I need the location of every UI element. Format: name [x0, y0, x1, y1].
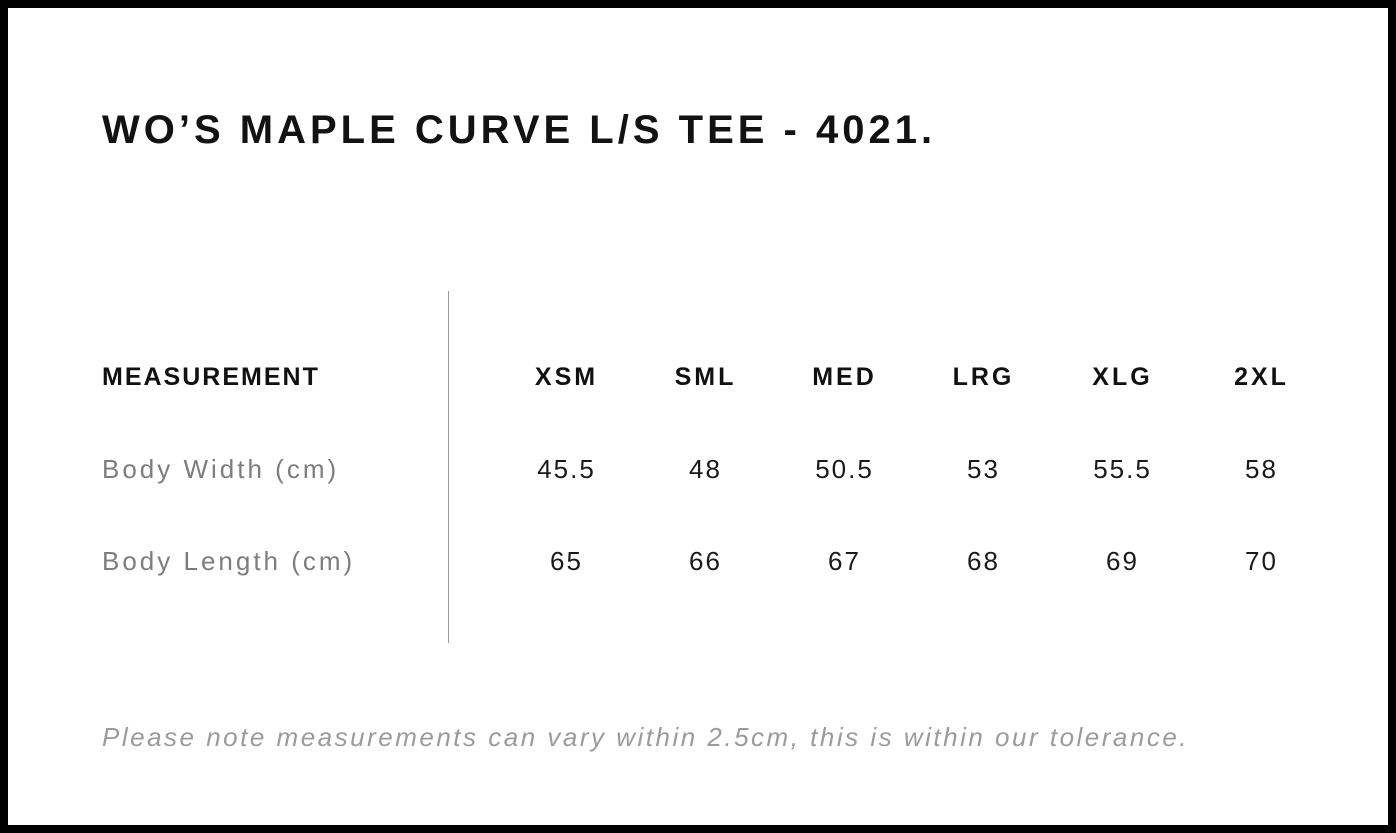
column-header-2xl: 2XL: [1234, 362, 1289, 391]
measurement-column-header: MEASUREMENT: [102, 362, 320, 391]
column-header-xlg: XLG: [1092, 362, 1153, 391]
body-width-value-lrg: 53: [967, 453, 1000, 484]
body-width-value-xlg: 55.5: [1093, 453, 1152, 484]
column-header-xsm: XSM: [534, 362, 599, 391]
body-length-value-2xl: 70: [1245, 545, 1278, 576]
body-width-value-med: 50.5: [815, 453, 874, 484]
body-length-value-sml: 66: [689, 545, 722, 576]
row-label-body-length: Body Length (cm): [102, 545, 356, 576]
body-width-value-xsm: 45.5: [537, 453, 596, 484]
body-length-value-lrg: 68: [967, 545, 1000, 576]
size-table-grid: [102, 331, 1331, 607]
body-length-value-xsm: 65: [550, 545, 583, 576]
column-header-sml: SML: [674, 362, 737, 391]
page-title: WO’S MAPLE CURVE L/S TEE - 4021.: [102, 108, 937, 152]
body-width-value-sml: 48: [689, 453, 722, 484]
column-header-med: MED: [812, 362, 877, 391]
body-length-value-med: 67: [828, 545, 861, 576]
size-table: [102, 291, 1331, 643]
column-header-lrg: LRG: [952, 362, 1015, 391]
body-width-value-2xl: 58: [1245, 453, 1278, 484]
body-length-value-xlg: 69: [1106, 545, 1139, 576]
row-label-body-width: Body Width (cm): [102, 453, 340, 484]
tolerance-note: Please note measurements can vary within 2.5cm, this is within our tolerance.: [102, 722, 1190, 752]
